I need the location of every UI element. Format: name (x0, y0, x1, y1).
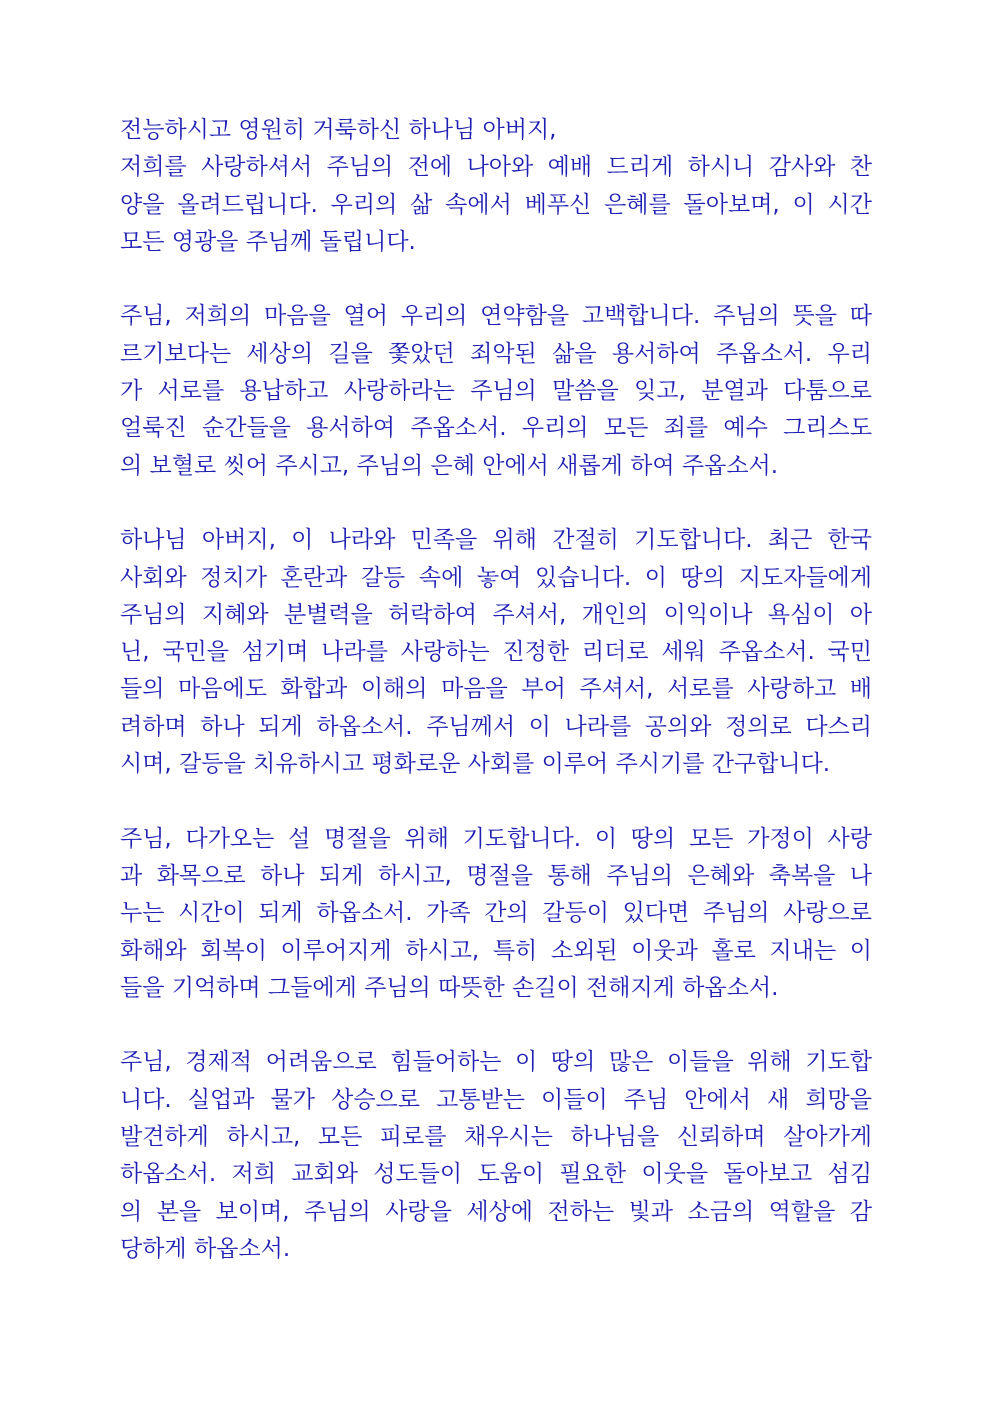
text-line: 려하며 하나 되게 하옵소서. 주님께서 이 나라를 공의와 정의로 다스리 (120, 713, 872, 740)
text-line: 누는 시간이 되게 하옵소서. 가족 간의 갈등이 있다면 주님의 사랑으로 (120, 900, 872, 927)
paragraph-gap (120, 783, 872, 820)
text-line: 의 보혈로 씻어 주시고, 주님의 은혜 안에서 새롭게 하여 주옵소서. (120, 452, 779, 479)
text-line: 과 화목으로 하나 되게 하시고, 명절을 통해 주님의 은혜와 축복을 나 (120, 862, 872, 889)
paragraph-confession (120, 298, 872, 484)
paragraph-gap (120, 485, 872, 522)
text-line: 주님의 지혜와 분별력을 허락하여 주셔서, 개인의 이익이나 욕심이 아 (120, 601, 872, 628)
paragraph-gap (120, 1007, 872, 1044)
text-line: 닌, 국민을 섬기며 나라를 사랑하는 진정한 리더로 세워 주옵소서. 국민 (120, 639, 872, 666)
paragraph-holiday (120, 821, 872, 1007)
text-line: 시며, 갈등을 치유하시고 평화로운 사회를 이루어 주시기를 간구합니다. (120, 751, 831, 778)
text-line: 모든 영광을 주님께 돌립니다. (120, 228, 416, 255)
text-line: 화해와 회복이 이루어지게 하시고, 특히 소외된 이웃과 홀로 지내는 이 (120, 937, 872, 964)
text-line: 주님, 저희의 마음을 열어 우리의 연약함을 고백합니다. 주님의 뜻을 따 (120, 303, 872, 330)
text-line: 하옵소서. 저희 교회와 성도들이 도움이 필요한 이웃을 돌아보고 섬김 (120, 1161, 872, 1188)
text-line: 들의 마음에도 화합과 이해의 마음을 부어 주셔서, 서로를 사랑하고 배 (120, 676, 872, 703)
text-line: 양을 올려드립니다. 우리의 삶 속에서 베푸신 은혜를 돌아보며, 이 시간 (120, 191, 872, 218)
text-line: 당하게 하옵소서. (120, 1235, 291, 1262)
text-line: 전능하시고 영원히 거룩하신 하나님 아버지, (120, 117, 557, 143)
text-line: 사회와 정치가 혼란과 갈등 속에 놓여 있습니다. 이 땅의 지도자들에게 (120, 564, 872, 591)
text-line: 하나님 아버지, 이 나라와 민족을 위해 간절히 기도합니다. 최근 한국 (120, 527, 872, 554)
paragraph-invocation (120, 112, 872, 261)
text-line: 저희를 사랑하셔서 주님의 전에 나아와 예배 드리게 하시니 감사와 찬 (120, 154, 872, 181)
prayer-text (120, 112, 872, 1268)
text-line: 주님, 다가오는 설 명절을 위해 기도합니다. 이 땅의 모든 가정이 사랑 (120, 825, 872, 852)
paragraph-gap (120, 261, 872, 298)
text-line: 들을 기억하며 그들에게 주님의 따뜻한 손길이 전해지게 하옵소서. (120, 974, 779, 1001)
paragraph-economy (120, 1044, 872, 1268)
text-line: 의 본을 보이며, 주님의 사랑을 세상에 전하는 빛과 소금의 역할을 감 (120, 1198, 872, 1225)
text-line: 발견하게 하시고, 모든 피로를 채우시는 하나님을 신뢰하며 살아가게 (120, 1124, 872, 1151)
text-line: 얼룩진 순간들을 용서하여 주옵소서. 우리의 모든 죄를 예수 그리스도 (120, 415, 872, 442)
text-line: 니다. 실업과 물가 상승으로 고통받는 이들이 주님 안에서 새 희망을 (120, 1086, 872, 1113)
text-line: 주님, 경제적 어려움으로 힘들어하는 이 땅의 많은 이들을 위해 기도합 (120, 1049, 872, 1076)
paragraph-nation (120, 522, 872, 783)
text-line: 가 서로를 용납하고 사랑하라는 주님의 말씀을 잊고, 분열과 다툼으로 (120, 378, 872, 405)
text-line: 르기보다는 세상의 길을 쫓았던 죄악된 삶을 용서하여 주옵소서. 우리 (120, 340, 872, 367)
